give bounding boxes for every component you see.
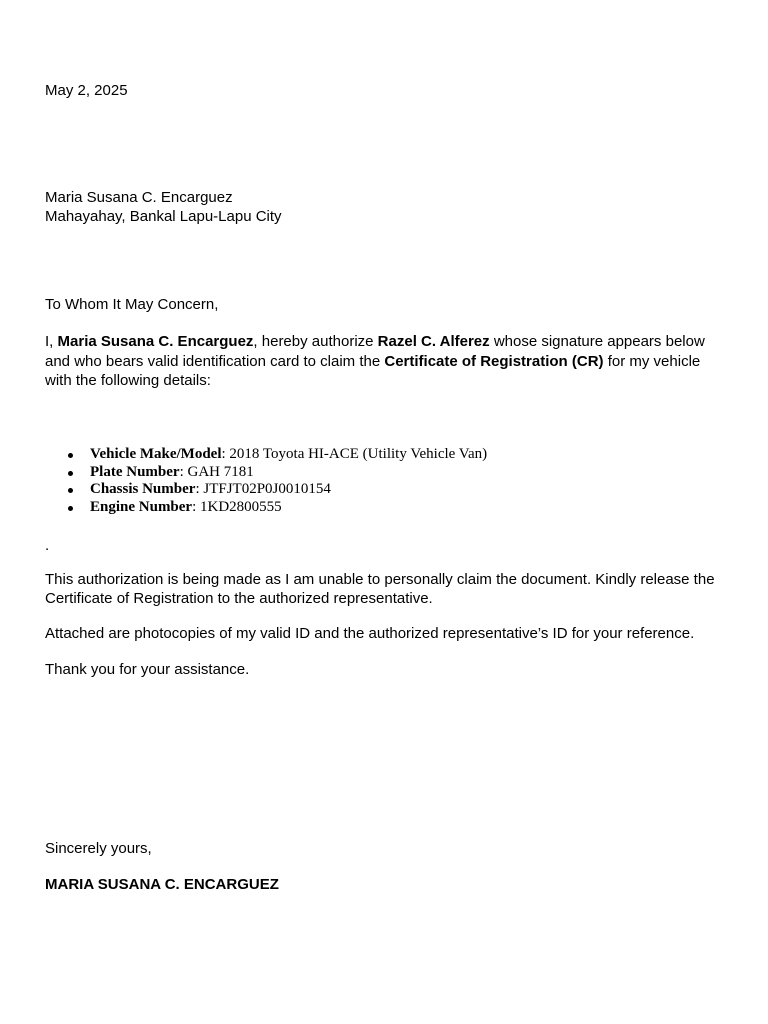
list-item [90,464,750,482]
salutation: To Whom It May Concern, [45,296,219,313]
signature-name: MARIA SUSANA C. ENCARGUEZ [45,876,279,893]
sender-name: Maria Susana C. Encarguez [45,189,233,206]
letter-date: May 2, 2025 [45,82,128,99]
representative-name: Razel C. Alferez [377,333,490,350]
detail-label: Plate Number [90,463,180,480]
closing: Sincerely yours, [45,840,152,857]
thanks-paragraph: Thank you for your assistance. [45,661,250,678]
detail-label: Vehicle Make/Model [90,446,222,462]
sender-address: Mahayahay, Bankal Lapu-Lapu City [45,207,282,225]
list-item [90,446,750,464]
detail-label: Chassis Number [90,481,196,498]
text-segment: I, [45,333,58,350]
reason-paragraph: This authorization is being made as I am unable to personally claim the document. Kindly release the Certificate of Registration to the authorized representative. [45,571,715,607]
detail-value: : 1KD2800555 [192,498,282,515]
list-item [90,499,750,517]
text-segment: whose signature appears below and who bears valid identification card to claim the [45,333,705,370]
detail-value: : 2018 Toyota HI-ACE (Utility Vehicle Van) [221,446,488,462]
author-name: Maria Susana C. Encarguez [57,333,254,350]
document-name: Certificate of Registration (CR) [384,352,604,370]
stray-period: . [45,537,50,554]
detail-label: Engine Number [90,498,193,515]
detail-value: : GAH 7181 [179,463,254,480]
vehicle-details-list [45,446,750,516]
authorization-paragraph [45,332,725,391]
sender-block [45,189,730,226]
attachments-paragraph: Attached are photocopies of my valid ID and the authorized representative’s ID for your reference. [45,625,695,642]
detail-value: : JTFJT02P0J0010154 [195,481,331,498]
text-segment: for my vehicle with the following details: [45,352,701,389]
list-item [90,481,750,499]
text-segment: , hereby authorize [253,333,378,350]
